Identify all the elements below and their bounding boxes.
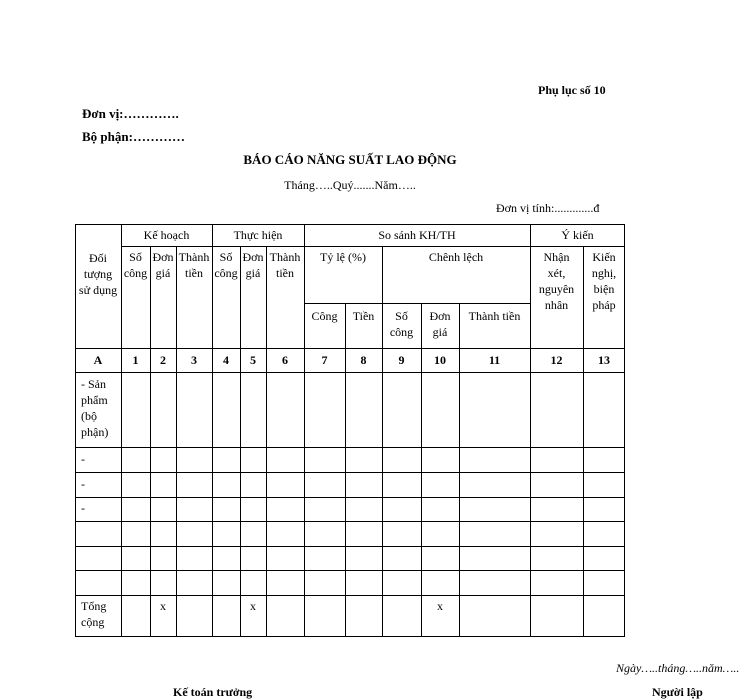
header-plan-workdays: Số công: [123, 250, 148, 280]
row-total-label: Tổng cộng: [81, 599, 107, 629]
header-plan-amount: Thành tiền: [178, 250, 210, 280]
header-plan-unit-price: Đơn giá: [152, 250, 174, 280]
header-proposals: Kiến nghị, biện pháp: [591, 250, 617, 312]
code-10: 10: [434, 353, 446, 367]
code-11: 11: [488, 353, 501, 367]
total-actual-unit-price-mark: x: [250, 599, 256, 613]
row-dash-2: -: [81, 477, 85, 491]
code-1: 1: [132, 353, 139, 367]
code-a: A: [93, 353, 103, 367]
code-9: 9: [398, 353, 405, 367]
header-ratio: Tỷ lệ (%): [320, 250, 366, 264]
row-product-label: - Sản phẩm (bộ phận): [81, 377, 109, 439]
unit-line: Đơn vị:………….: [82, 106, 179, 121]
currency-unit: Đơn vị tính:.............đ: [496, 201, 600, 215]
header-diff-amount: Thành tiền: [468, 309, 521, 323]
code-6: 6: [282, 353, 288, 367]
header-group-opinion: Ý kiến: [561, 228, 594, 242]
header-difference: Chênh lệch: [428, 250, 484, 264]
total-diff-unit-price-mark: x: [437, 599, 443, 613]
header-actual-unit-price: Đơn giá: [242, 250, 264, 280]
header-object: Đối tượng sử dụng: [78, 251, 118, 297]
code-13: 13: [598, 353, 610, 367]
header-actual-workdays: Số công: [214, 250, 238, 280]
department-line: Bộ phận:…………: [82, 129, 185, 144]
header-group-compare: So sánh KH/TH: [378, 228, 456, 242]
code-7: 7: [321, 353, 328, 367]
signature-date: Ngày…..tháng…..năm…..: [616, 661, 739, 675]
header-remarks: Nhận xét, nguyên nhân: [538, 250, 575, 312]
row-dash-3: -: [81, 501, 85, 515]
chief-accountant-signature: Kế toán trưởng: [173, 685, 253, 699]
report-title: BÁO CÁO NĂNG SUẤT LAO ĐỘNG: [243, 152, 457, 167]
code-3: 3: [191, 353, 197, 367]
header-ratio-labor: Công: [311, 309, 338, 323]
code-4: 4: [223, 353, 229, 367]
header-actual-amount: Thành tiền: [269, 250, 301, 280]
header-diff-unit-price: Đơn giá: [429, 309, 451, 339]
code-8: 8: [360, 353, 367, 367]
header-group-plan: Kế hoạch: [143, 228, 190, 242]
header-ratio-money: Tiền: [352, 309, 375, 323]
preparer-signature: Người lập: [652, 685, 703, 699]
code-2: 2: [160, 353, 166, 367]
total-plan-unit-price-mark: x: [160, 599, 166, 613]
header-group-actual: Thực hiện: [233, 228, 283, 242]
report-period: Tháng…..Quý.......Năm…..: [284, 178, 416, 192]
header-diff-workdays: Số công: [389, 309, 414, 339]
code-5: 5: [250, 353, 256, 367]
appendix-number: Phụ lục số 10: [538, 83, 606, 97]
row-dash-1: -: [81, 452, 85, 466]
code-12: 12: [550, 353, 563, 367]
